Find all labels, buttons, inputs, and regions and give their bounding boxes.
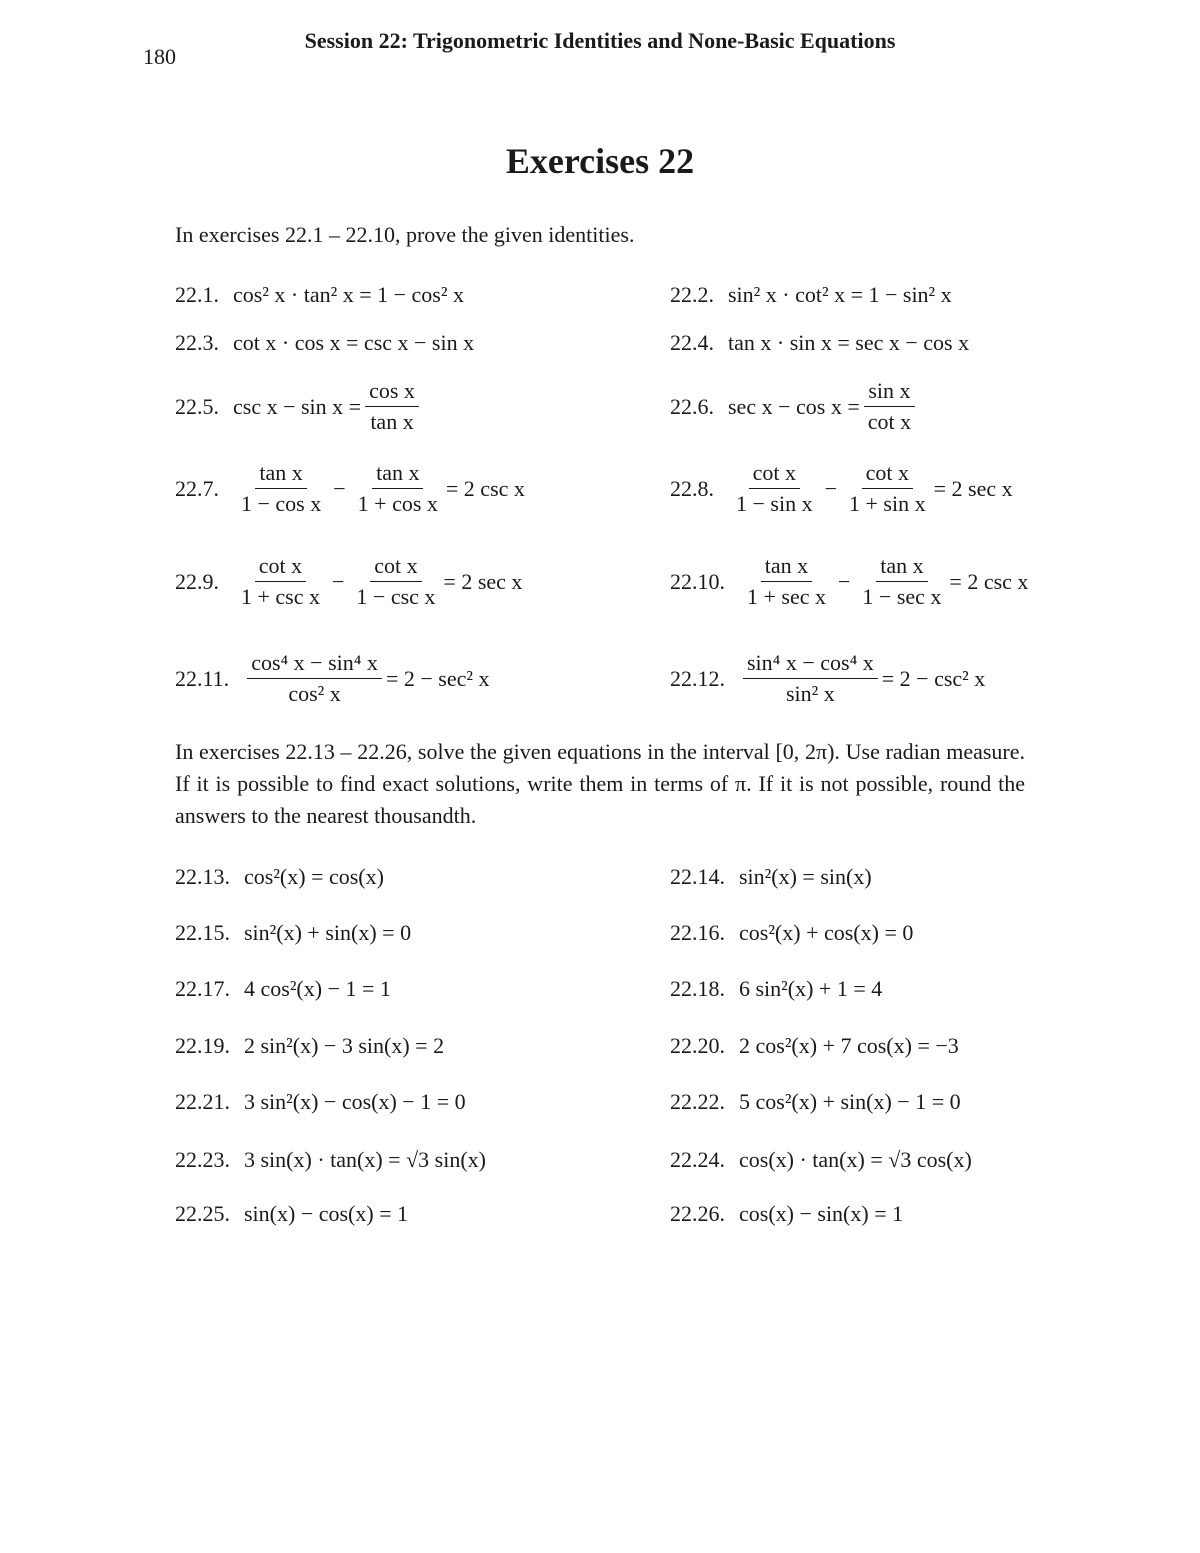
exercise-expression: sin(x) − cos(x) = 1 xyxy=(244,1201,409,1226)
numerator: sin x xyxy=(864,378,914,407)
exercise-number: 22.18. xyxy=(670,976,725,1001)
exercise-rhs: = 2 sec x xyxy=(933,475,1013,501)
exercise-number: 22.12. xyxy=(670,665,725,691)
denominator: sin² x xyxy=(785,681,835,706)
instructions-identities: In exercises 22.1 – 22.10, prove the given identities. xyxy=(175,222,635,247)
exercise-rhs: = 2 csc x xyxy=(445,475,525,501)
exercise-number: 22.25. xyxy=(175,1201,230,1226)
exercise-rhs: = 2 − sec² x xyxy=(385,665,490,691)
exercise-number: 22.15. xyxy=(175,920,230,945)
denominator: cos² x xyxy=(288,681,341,706)
exercise-expression: cos²(x) = cos(x) xyxy=(244,864,384,889)
exercise-number: 22.21. xyxy=(175,1089,230,1114)
exercise-number: 22.17. xyxy=(175,976,230,1001)
numerator: cot x xyxy=(749,460,800,489)
exercise-22-12 xyxy=(670,650,985,707)
exercise-22-11 xyxy=(175,650,489,707)
exercise-number: 22.2. xyxy=(670,282,714,307)
exercise-22-20 xyxy=(670,1033,959,1059)
exercise-22-3 xyxy=(175,330,474,356)
exercise-expression: cos² x · tan² x = 1 − cos² x xyxy=(233,282,464,307)
exercise-expression: 6 sin²(x) + 1 = 4 xyxy=(739,976,883,1001)
fraction xyxy=(864,378,915,435)
exercise-number: 22.9. xyxy=(175,568,219,594)
exercise-22-18 xyxy=(670,976,882,1002)
exercise-number: 22.20. xyxy=(670,1033,725,1058)
exercise-number: 22.4. xyxy=(670,330,714,355)
denominator: tan x xyxy=(370,409,414,434)
exercise-number: 22.26. xyxy=(670,1201,725,1226)
exercise-number: 22.7. xyxy=(175,475,219,501)
denominator: cot x xyxy=(867,409,912,434)
exercise-number: 22.6. xyxy=(670,393,714,419)
fraction xyxy=(352,553,439,610)
exercise-22-5 xyxy=(175,378,423,435)
denominator: 1 + csc x xyxy=(241,584,320,609)
numerator: cot x xyxy=(370,553,421,582)
exercise-number: 22.22. xyxy=(670,1089,725,1114)
fraction xyxy=(354,460,442,517)
exercise-number: 22.1. xyxy=(175,282,219,307)
exercise-22-2 xyxy=(670,282,952,308)
exercise-expression: sin²(x) = sin(x) xyxy=(739,864,872,889)
exercise-expression: cot x · cos x = csc x − sin x xyxy=(233,330,475,355)
exercise-number: 22.3. xyxy=(175,330,219,355)
exercise-number: 22.10. xyxy=(670,568,725,594)
exercise-22-17 xyxy=(175,976,391,1002)
denominator: 1 − sec x xyxy=(862,584,942,609)
exercise-22-4 xyxy=(670,330,969,356)
exercise-22-26 xyxy=(670,1201,903,1227)
exercise-number: 22.8. xyxy=(670,475,714,501)
exercise-lhs: csc x − sin x = xyxy=(233,393,362,419)
fraction xyxy=(743,553,830,610)
exercise-rhs: = 2 csc x xyxy=(949,568,1029,594)
fraction xyxy=(732,460,817,517)
exercise-22-23 xyxy=(175,1147,486,1173)
exercise-number: 22.14. xyxy=(670,864,725,889)
exercise-expression: 4 cos²(x) − 1 = 1 xyxy=(244,976,391,1001)
exercise-rhs: = 2 − csc² x xyxy=(881,665,986,691)
exercise-22-1 xyxy=(175,282,464,308)
denominator: 1 + cos x xyxy=(357,491,438,516)
exercise-expression: 2 cos²(x) + 7 cos(x) = −3 xyxy=(739,1033,959,1058)
exercise-number: 22.13. xyxy=(175,864,230,889)
exercise-22-16 xyxy=(670,920,913,946)
exercise-number: 22.16. xyxy=(670,920,725,945)
denominator: 1 + sec x xyxy=(747,584,826,609)
exercise-22-15 xyxy=(175,920,411,946)
fraction xyxy=(858,553,945,610)
operator: − xyxy=(333,475,346,501)
exercise-22-22 xyxy=(670,1089,961,1115)
operator: − xyxy=(332,568,345,594)
numerator: cos⁴ x − sin⁴ x xyxy=(247,650,382,679)
denominator: 1 − cos x xyxy=(241,491,322,516)
exercise-22-9 xyxy=(175,553,522,610)
numerator: tan x xyxy=(876,553,927,582)
exercise-expression: 3 sin(x) · tan(x) = √3 sin(x) xyxy=(244,1147,486,1172)
exercise-expression: sin² x · cot² x = 1 − sin² x xyxy=(728,282,952,307)
operator: − xyxy=(824,475,838,501)
numerator: sin⁴ x − cos⁴ x xyxy=(743,650,878,679)
fraction xyxy=(247,650,382,707)
exercise-expression: tan x · sin x = sec x − cos x xyxy=(728,330,970,355)
exercise-number: 22.23. xyxy=(175,1147,230,1172)
page-title: Exercises 22 xyxy=(505,141,695,181)
numerator: cot x xyxy=(255,553,306,582)
exercise-22-8 xyxy=(670,460,1013,517)
exercise-22-25 xyxy=(175,1201,408,1227)
exercise-22-10 xyxy=(670,553,1028,610)
numerator: cot x xyxy=(862,460,913,489)
exercise-expression: sin²(x) + sin(x) = 0 xyxy=(244,920,412,945)
exercise-lhs: sec x − cos x = xyxy=(728,393,860,419)
instructions-equations: In exercises 22.13 – 22.26, solve the given equations in the interval [0, 2π). Use radian measure. If it is possible to find exact solutions, write them in terms of π. If it is not possible, round the answers to the nearest thousandth. xyxy=(175,739,1025,828)
exercise-22-21 xyxy=(175,1089,466,1115)
page-number: 180 xyxy=(143,44,176,69)
fraction xyxy=(237,460,325,517)
running-header: Session 22: Trigonometric Identities and None-Basic Equations xyxy=(304,28,896,53)
exercise-rhs: = 2 sec x xyxy=(443,568,523,594)
exercise-expression: 5 cos²(x) + sin(x) − 1 = 0 xyxy=(739,1089,961,1114)
exercise-number: 22.19. xyxy=(175,1033,230,1058)
numerator: tan x xyxy=(761,553,812,582)
exercise-expression: cos²(x) + cos(x) = 0 xyxy=(739,920,914,945)
denominator: 1 − sin x xyxy=(736,491,813,516)
denominator: 1 − csc x xyxy=(356,584,436,609)
denominator: 1 + sin x xyxy=(849,491,926,516)
fraction xyxy=(743,650,878,707)
exercise-22-24 xyxy=(670,1147,972,1173)
exercise-22-14 xyxy=(670,864,872,890)
exercise-expression: cos(x) · tan(x) = √3 cos(x) xyxy=(739,1147,972,1172)
exercise-expression: 3 sin²(x) − cos(x) − 1 = 0 xyxy=(244,1089,466,1114)
exercise-number: 22.5. xyxy=(175,393,219,419)
operator: − xyxy=(838,568,851,594)
numerator: cos x xyxy=(365,378,419,407)
exercise-22-7 xyxy=(175,460,525,517)
exercise-22-6 xyxy=(670,378,919,435)
exercise-22-19 xyxy=(175,1033,444,1059)
fraction xyxy=(845,460,930,517)
exercise-22-13 xyxy=(175,864,384,890)
exercise-number: 22.11. xyxy=(175,665,230,691)
exercise-number: 22.24. xyxy=(670,1147,725,1172)
exercise-expression: 2 sin²(x) − 3 sin(x) = 2 xyxy=(244,1033,445,1058)
fraction xyxy=(237,553,324,610)
exercise-expression: cos(x) − sin(x) = 1 xyxy=(739,1201,904,1226)
numerator: tan x xyxy=(372,460,423,489)
numerator: tan x xyxy=(255,460,306,489)
fraction xyxy=(365,378,419,435)
